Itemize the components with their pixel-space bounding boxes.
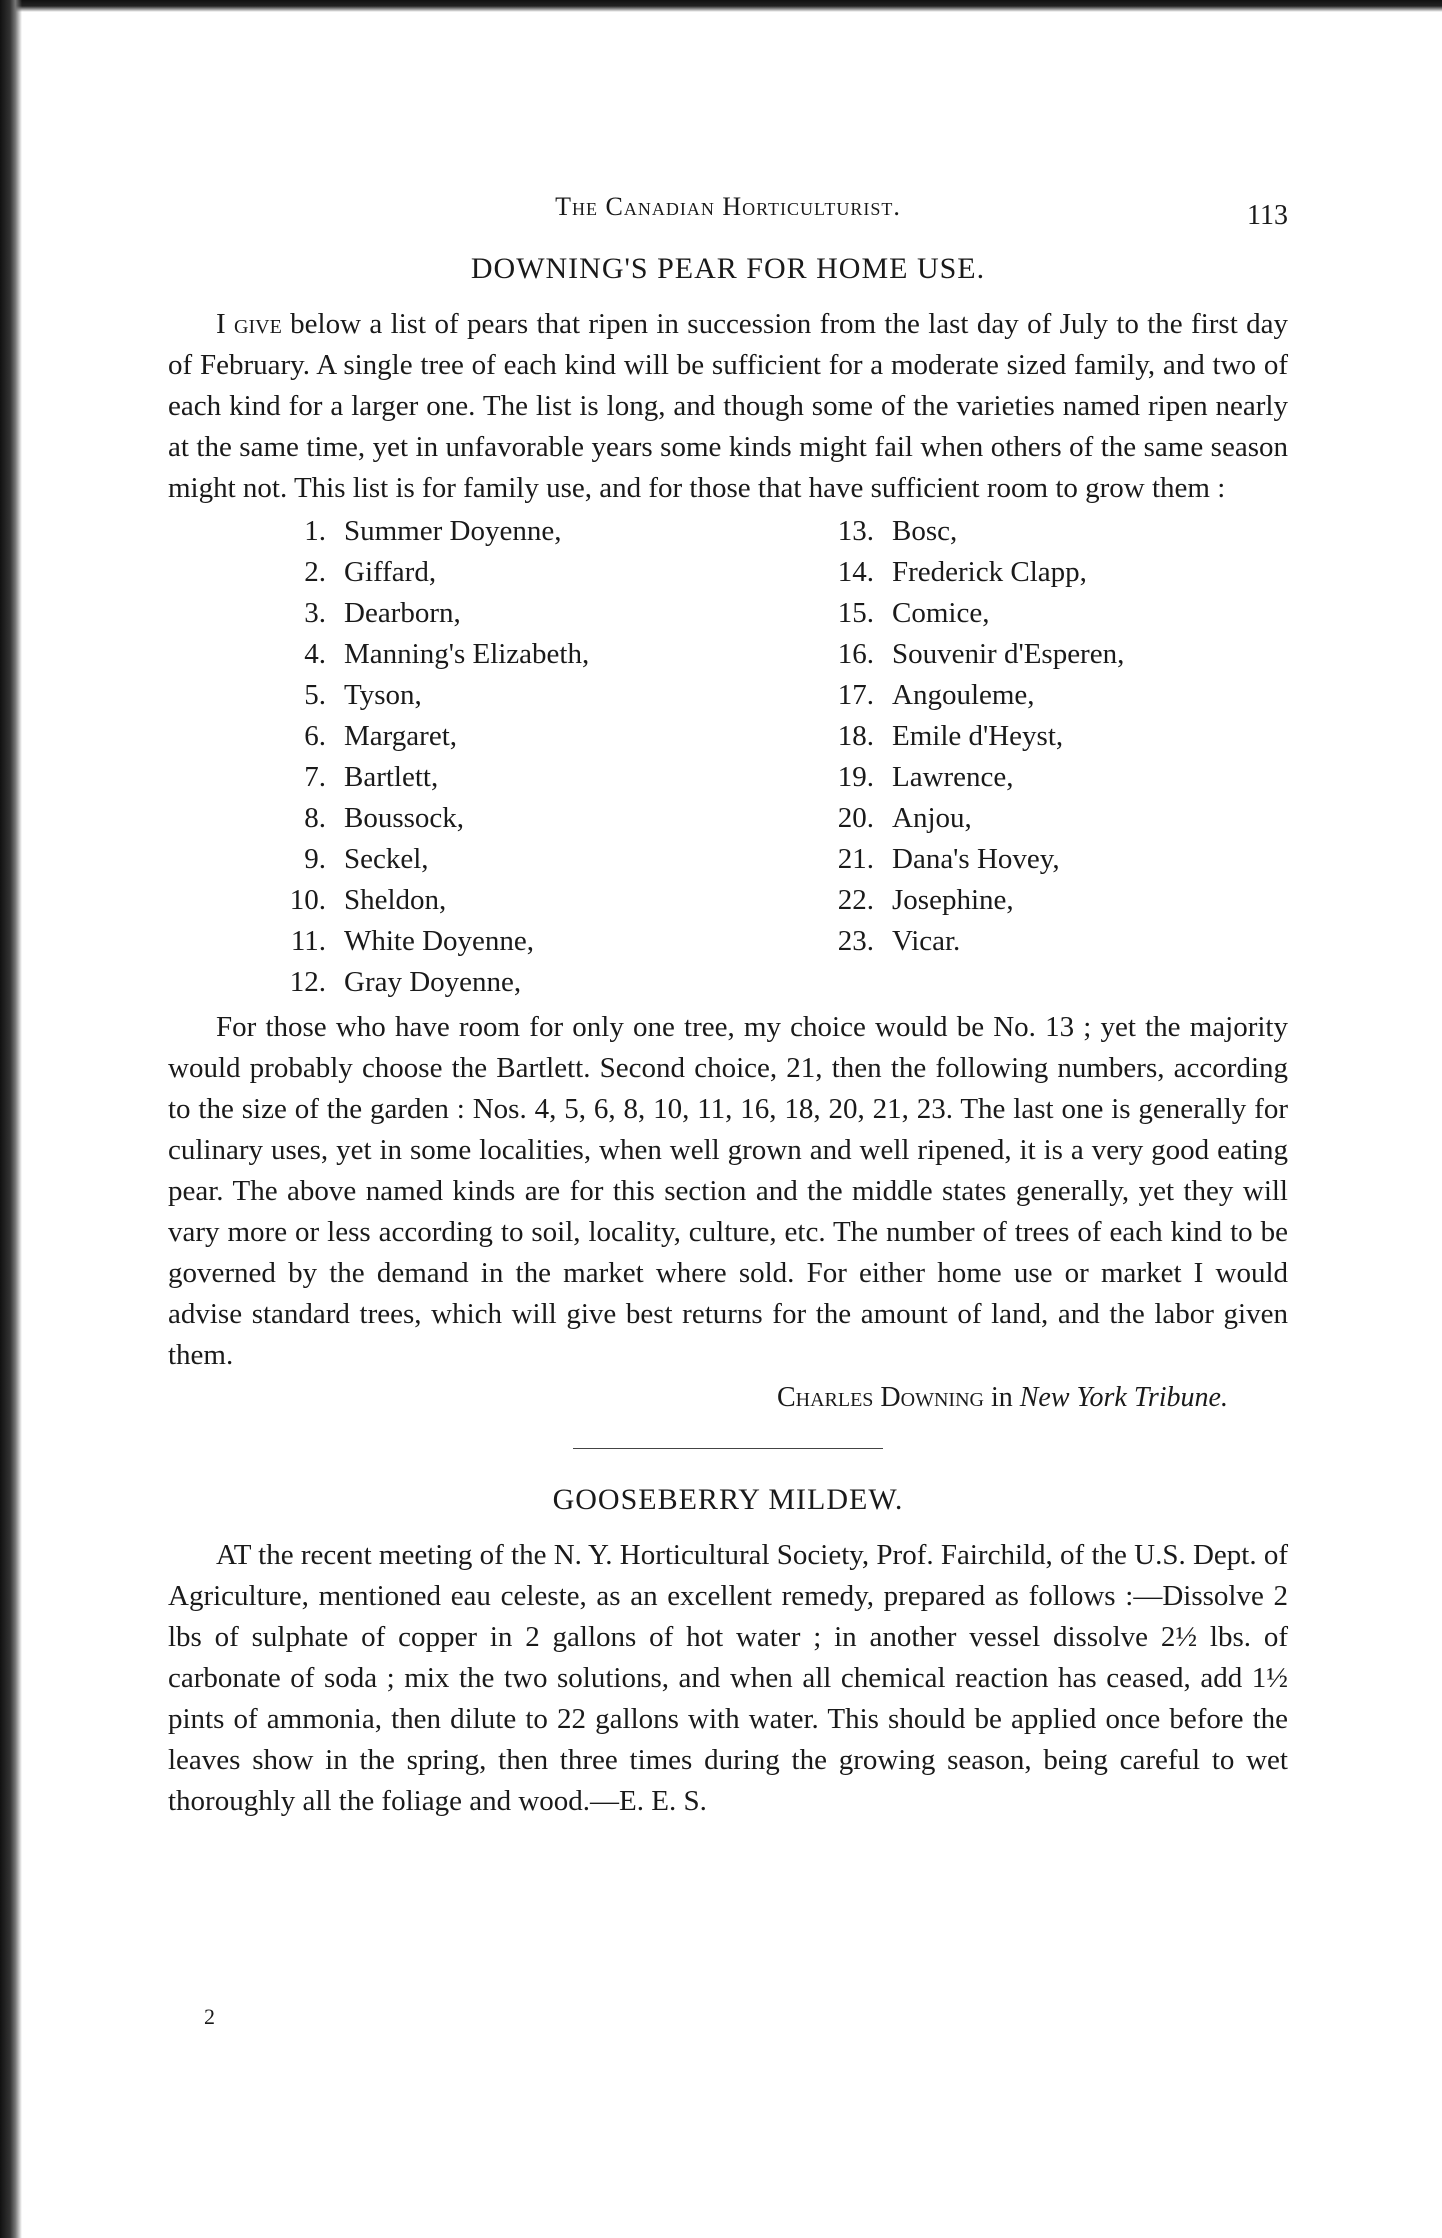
list-item-name: Seckel, xyxy=(344,843,429,875)
list-item-number: 6. xyxy=(304,720,326,752)
page xyxy=(168,182,1289,2029)
list-item-name: Lawrence, xyxy=(892,761,1014,793)
article-closing-paragraph: For those who have room for only one tree, my choice would be No. 13 ; yet the majority would probably choose the Bartlett. Second choice, 21, then the following numbers, according to the size of the garden : Nos. 4, 5, 6, 8, 10, 11, 16, 18, 20, 21, 23. The last one is generally for culinary uses, yet in some localities, when well grown and well ripened, it is a very good eating pear. The above named kinds are for this section and the middle states generally, yet they will vary more or less according to soil, locality, culture, etc. The number of trees of each kind to be governed by the demand in the market where sold. For either home use or market I would advise standard trees, which will give best returns for the amount of land, and the labor given them. xyxy=(168,1011,1288,1371)
list-item-name: Josephine, xyxy=(892,884,1014,916)
list-item-number: 15. xyxy=(837,597,874,629)
list-item-number: 5. xyxy=(304,679,326,711)
list-item-name: Sheldon, xyxy=(344,884,447,916)
intro-lead-words: I give xyxy=(216,308,282,340)
journal-title: The Canadian Horticulturist. xyxy=(555,192,901,221)
list-item-name: Dearborn, xyxy=(344,597,461,629)
list-item-name: Souvenir d'Esperen, xyxy=(892,638,1125,670)
list-item-name: Bosc, xyxy=(892,515,958,547)
list-item-number: 20. xyxy=(837,802,874,834)
list-item-name: Manning's Elizabeth, xyxy=(344,638,590,670)
signature-author: Charles Downing xyxy=(776,1382,984,1413)
gooseberry-paragraph: AT the recent meeting of the N. Y. Horticultural Society, Prof. Fairchild, of the U.S. Dept. of Agriculture, mentioned eau celeste, as an excellent remedy, prepared as follows :—Dissolve 2 lbs of sulphate of copper in 2 gallons of hot water ; in another vessel dissolve 2½ lbs. of carbonate of soda ; mix the two solutions, and when all chemical reaction has ceased, add 1½ pints of ammonia, then dilute to 22 gallons with water. This should be applied once before the leaves show in the spring, then three times during the growing season, being careful to wet thoroughly all the foliage and wood.—E. E. S. xyxy=(168,1539,1288,1817)
list-item-name: Margaret, xyxy=(344,720,457,752)
intro-text: below a list of pears that ripen in succession from the last day of July to the first day of February. A single tree of each kind will be sufficient for a moderate sized family, and two of each kind for a larger one. The list is long, and though some of the varieties named ripen nearly at the same time, yet in unfavorable years some kinds might fail when others of the same season might not. This list is for family use, and for those that have sufficient room to grow them : xyxy=(168,308,1289,504)
list-item xyxy=(268,511,688,552)
list-item-number: 12. xyxy=(289,966,326,998)
list-item-number: 9. xyxy=(304,843,326,875)
list-item xyxy=(268,962,688,1003)
list-item xyxy=(268,552,688,593)
article-title-gooseberry: GOOSEBERRY MILDEW. xyxy=(552,1483,904,1516)
pear-list-right-column xyxy=(816,511,1256,962)
list-item-number: 11. xyxy=(290,925,326,957)
running-head xyxy=(168,182,1288,232)
list-item xyxy=(816,798,1256,839)
list-item-number: 8. xyxy=(304,802,326,834)
list-item-name: Giffard, xyxy=(344,556,437,588)
signature-source: New York Tribune. xyxy=(1019,1382,1228,1413)
list-item-number: 3. xyxy=(304,597,326,629)
list-item-number: 21. xyxy=(837,843,874,875)
signature-connector: in xyxy=(983,1382,1020,1413)
list-item-name: Frederick Clapp, xyxy=(892,556,1087,588)
list-item xyxy=(268,716,688,757)
list-item xyxy=(816,839,1256,880)
list-item-name: Bartlett, xyxy=(344,761,439,793)
list-item xyxy=(268,634,688,675)
list-item-name: Emile d'Heyst, xyxy=(892,720,1064,752)
list-item-name: Summer Doyenne, xyxy=(344,515,562,547)
list-item xyxy=(816,593,1256,634)
list-item xyxy=(268,839,688,880)
list-item-name: Boussock, xyxy=(344,802,465,834)
list-item xyxy=(268,593,688,634)
list-item xyxy=(268,675,688,716)
list-item-number: 16. xyxy=(837,638,874,670)
list-item xyxy=(268,757,688,798)
list-item xyxy=(268,921,688,962)
list-item-number: 4. xyxy=(304,638,326,670)
list-item-number: 2. xyxy=(304,556,326,588)
list-item xyxy=(816,880,1256,921)
list-item xyxy=(268,798,688,839)
list-item xyxy=(816,634,1256,675)
list-item-number: 23. xyxy=(837,925,874,957)
scan-edge-left xyxy=(0,0,22,2238)
list-item-number: 14. xyxy=(837,556,874,588)
list-item-number: 17. xyxy=(837,679,874,711)
list-item xyxy=(816,675,1256,716)
list-item-name: Anjou, xyxy=(892,802,972,834)
list-item xyxy=(816,511,1256,552)
article-title-pears: DOWNING'S PEAR FOR HOME USE. xyxy=(470,252,986,285)
list-item-number: 13. xyxy=(837,515,874,547)
list-item-name: Gray Doyenne, xyxy=(344,966,522,998)
list-item-name: Dana's Hovey, xyxy=(892,843,1060,875)
list-item-name: Vicar. xyxy=(892,925,961,957)
list-item xyxy=(268,880,688,921)
list-item-name: Angouleme, xyxy=(892,679,1035,711)
page-number: 113 xyxy=(1247,200,1288,231)
signature-mark: 2 xyxy=(204,2004,215,2029)
list-item-number: 19. xyxy=(837,761,874,793)
list-item-number: 22. xyxy=(837,884,874,916)
list-item-name: Comice, xyxy=(892,597,990,629)
list-item-number: 18. xyxy=(837,720,874,752)
list-item xyxy=(816,757,1256,798)
list-item-name: White Doyenne, xyxy=(344,925,535,957)
article-signature xyxy=(168,1378,1228,1418)
list-item-number: 7. xyxy=(304,761,326,793)
list-item xyxy=(816,552,1256,593)
article-intro-paragraph xyxy=(168,304,1288,509)
list-item xyxy=(816,921,1256,962)
list-item-name: Tyson, xyxy=(344,679,422,711)
pear-variety-list xyxy=(168,511,1288,1007)
list-item xyxy=(816,716,1256,757)
pear-list-left-column xyxy=(268,511,688,1003)
scan-edge-top xyxy=(0,0,1442,12)
list-item-number: 1. xyxy=(304,515,326,547)
section-divider xyxy=(573,1448,883,1449)
list-item-number: 10. xyxy=(289,884,326,916)
